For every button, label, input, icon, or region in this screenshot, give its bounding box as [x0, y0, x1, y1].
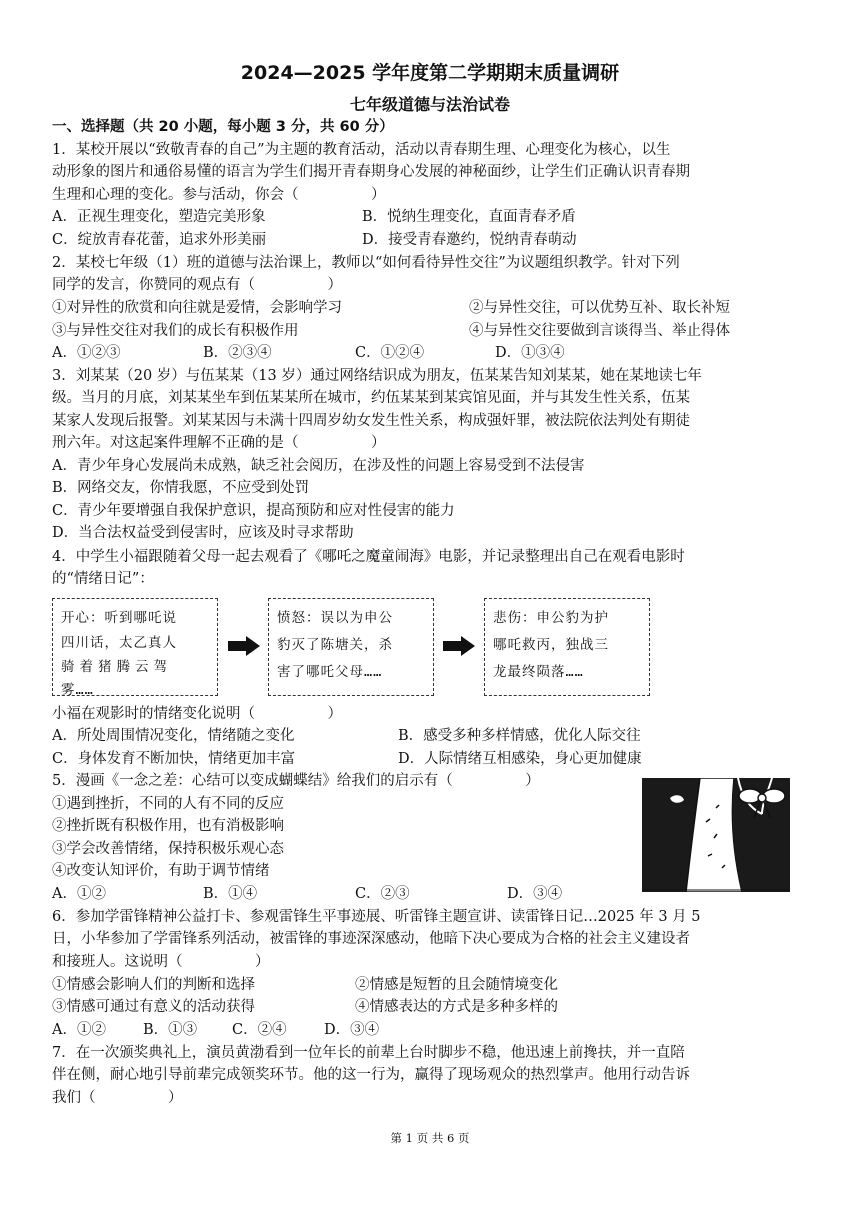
q3-option: B．网络交友，你情我愿，不应受到处罚	[52, 480, 310, 496]
q6-item: ①情感会影响人们的判断和选择	[52, 977, 255, 993]
q7-line: 7．在一次颁奖典礼上，演员黄渤看到一位年长的前辈上台时脚步不稳，他迅速上前搀扶，并一直陪	[52, 1045, 685, 1061]
q2-option: A．①②③	[52, 345, 121, 361]
right-arrow-icon	[443, 636, 475, 656]
q3-option: A．青少年身心发展尚未成熟，缺乏社会阅历，在涉及性的问题上容易受到不法侵害	[52, 458, 585, 474]
q2-line: 同学的发言，你赞同的观点有（ ）	[52, 277, 342, 293]
q2-item: ①对异性的欣赏和向往就是爱情，会影响学习	[52, 300, 342, 316]
q6-option: D．③④	[324, 1022, 380, 1038]
cartoon-tree-bow-image	[642, 778, 790, 892]
q2-line: 2．某校七年级（1）班的道德与法治课上，教师以“如何看待异性交往”为议题组织教学。针对下列	[52, 255, 680, 271]
q5-option: D．③④	[507, 886, 563, 902]
q5-item: ④改变认知评价，有助于调节情绪	[52, 863, 270, 879]
diary-line: 悲伤：申公豹为护	[493, 610, 609, 626]
q2-option: C．①②④	[355, 345, 425, 361]
q6-option: C．②④	[232, 1022, 287, 1038]
diary-line: 豹灭了陈塘关，杀	[277, 637, 393, 653]
q1-option: A．正视生理变化，塑造完美形象	[52, 209, 266, 225]
q1-line: 1．某校开展以“致敬青春的自己”为主题的教育活动，活动以青春期生理、心理变化为核心，以生	[52, 142, 671, 158]
q1-option: D．接受青春邀约，悦纳青春萌动	[362, 232, 577, 248]
q5-option: C．②③	[355, 886, 410, 902]
q2-item: ③与异性交往对我们的成长有积极作用	[52, 323, 299, 339]
section-heading: 一、选择题（共 20 小题，每小题 3 分，共 60 分）	[52, 119, 394, 135]
q6-item: ③情感可通过有意义的活动获得	[52, 999, 255, 1015]
q4-line: 的“情绪日记”：	[52, 571, 154, 587]
right-arrow-icon	[228, 636, 260, 656]
q6-line: 日，小华参加了学雷锋系列活动，被雷锋的事迹深深感动，他暗下决心要成为合格的社会主义建设者	[52, 931, 690, 947]
q2-option: D．①③④	[495, 345, 565, 361]
diary-line: 开心：听到哪吒说	[61, 610, 177, 626]
emotion-diary-box	[52, 598, 218, 696]
q5-item: ②挫折既有积极作用，也有消极影响	[52, 818, 284, 834]
diary-line: 骑着猪腾云驾	[61, 659, 172, 675]
q3-line: 某家人发现后报警。刘某某因与未满十四周岁幼女发生性关系，构成强奸罪，被法院依法判处有期徒	[52, 413, 690, 429]
q5-option: B．①④	[203, 886, 258, 902]
q5-stem: 5．漫画《一念之差：心结可以变成蝴蝶结》给我们的启示有（ ）	[52, 773, 540, 789]
q1-line: 动形象的图片和通俗易懂的语言为学生们揭开青春期身心发展的神秘面纱，让学生们正确认识青春期	[52, 164, 690, 180]
q3-line: 级。当月的月底，刘某某坐车到伍某某所在城市，约伍某某到某宾馆见面，并与其发生性关系，伍某	[52, 390, 690, 406]
q6-line: 和接班人。这说明（ ）	[52, 954, 270, 970]
q5-item: ③学会改善情绪，保持积极乐观心态	[52, 841, 284, 857]
q6-option: A．①②	[52, 1022, 106, 1038]
emotion-diary-box	[268, 598, 434, 696]
q7-line: 伴在侧，耐心地引导前辈完成领奖环节。他的这一行为，赢得了现场观众的热烈掌声。他用行动告诉	[52, 1067, 690, 1083]
q5-item: ①遇到挫折，不同的人有不同的反应	[52, 796, 284, 812]
q4-option: A．所处周围情况变化，情绪随之变化	[52, 728, 295, 744]
diary-line: 愤怒：误以为申公	[277, 610, 393, 626]
q2-item: ②与异性交往，可以优势互补、取长补短	[469, 300, 730, 316]
exam-title: 2024—2025 学年度第二学期期末质量调研	[240, 62, 620, 84]
q3-option: D．当合法权益受到侵害时，应该及时寻求帮助	[52, 525, 354, 541]
q4-stem: 小福在观影时的情绪变化说明（ ）	[52, 706, 342, 722]
q3-line: 3．刘某某（20 岁）与伍某某（13 岁）通过网络结识成为朋友，伍某某告知刘某某，她在某地读七年	[52, 368, 702, 384]
diary-line: 哪吒救丙，独战三	[493, 637, 609, 653]
q6-line: 6．参加学雷锋精神公益打卡、参观雷锋生平事迹展、听雷锋主题宣讲、读雷锋日记…2025 年 3 月 5	[52, 909, 701, 925]
q4-option: D．人际情绪互相感染，身心更加健康	[398, 751, 642, 767]
q1-option: C．绽放青春花蕾，追求外形美丽	[52, 232, 267, 248]
q2-item: ④与异性交往要做到言谈得当、举止得体	[469, 323, 730, 339]
q4-option: C．身体发育不断加快，情绪更加丰富	[52, 751, 296, 767]
page-footer: 第 1 页 共 6 页	[390, 1131, 470, 1145]
q3-option: C．青少年要增强自我保护意识，提高预防和应对性侵害的能力	[52, 503, 455, 519]
q3-line: 刑六年。对这起案件理解不正确的是（ ）	[52, 435, 386, 451]
diary-line: 雾……	[61, 682, 94, 698]
q7-line: 我们（ ）	[52, 1090, 183, 1106]
q2-option: B．②③④	[203, 345, 272, 361]
q1-option: B．悦纳生理变化，直面青春矛盾	[362, 209, 576, 225]
q6-item: ②情感是短暂的且会随情境变化	[355, 977, 558, 993]
q5-option: A．①②	[52, 886, 106, 902]
q1-line: 生理和心理的变化。参与活动，你会（ ）	[52, 187, 386, 203]
emotion-diary-box	[484, 598, 650, 696]
diary-line: 四川话，太乙真人	[61, 635, 177, 651]
diary-line: 害了哪吒父母……	[277, 664, 383, 680]
q6-item: ④情感表达的方式是多种多样的	[355, 999, 558, 1015]
q6-option: B．①③	[143, 1022, 198, 1038]
q4-option: B．感受多种多样情感，优化人际交往	[398, 728, 641, 744]
diary-line: 龙最终陨落……	[493, 664, 584, 680]
exam-subtitle: 七年级道德与法治试卷	[349, 95, 510, 114]
q4-line: 4．中学生小福跟随着父母一起去观看了《哪吒之魔童闹海》电影，并记录整理出自己在观看电影时	[52, 549, 685, 565]
